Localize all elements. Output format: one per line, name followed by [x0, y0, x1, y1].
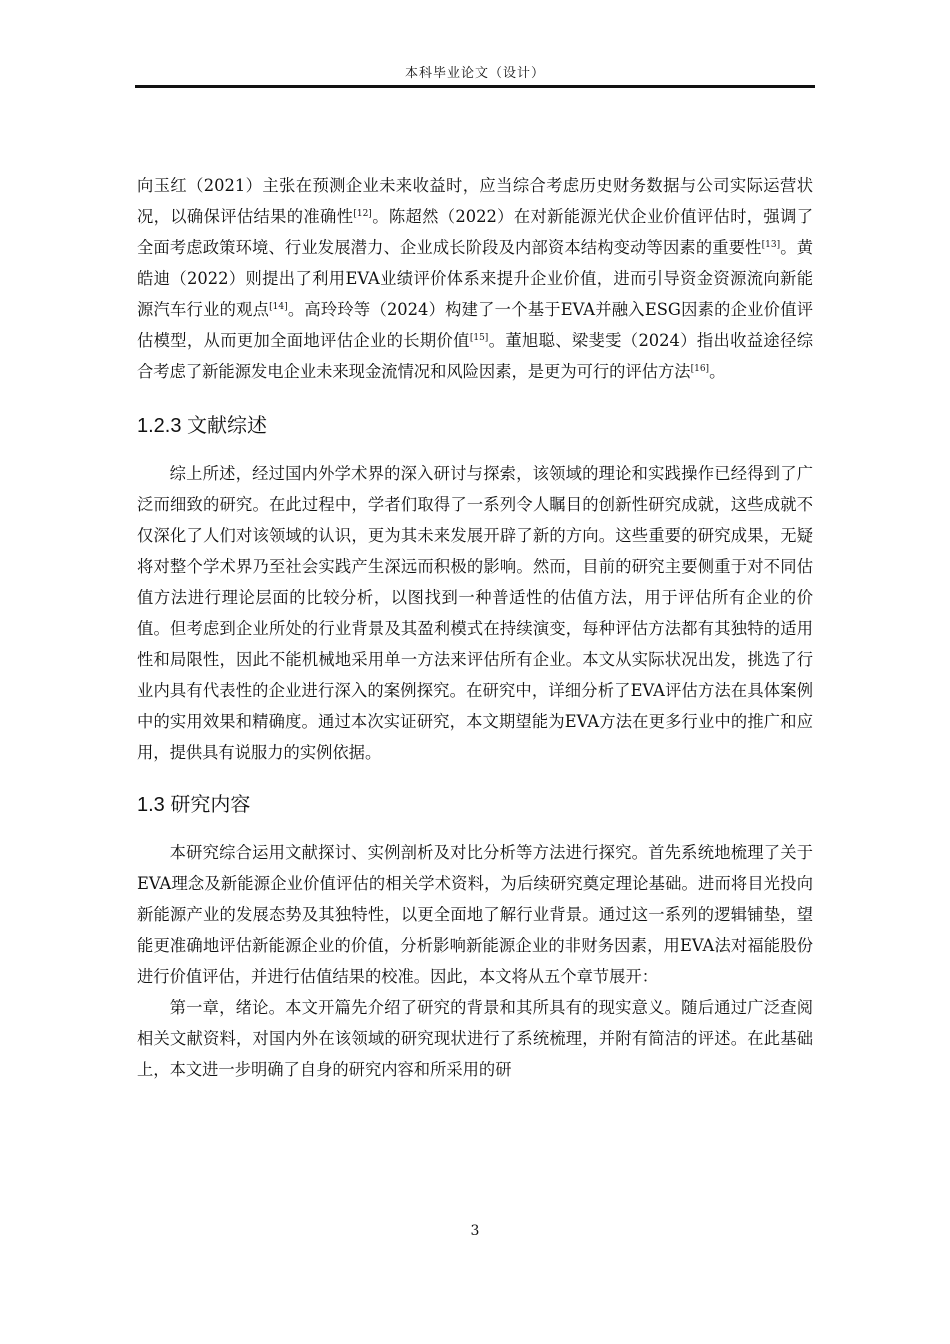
- page-header: 本科毕业论文（设计）: [404, 66, 545, 81]
- document-body: [137, 170, 813, 1085]
- page-number: 3: [470, 1223, 480, 1239]
- sentence: 向玉红（2021）主张在预测企业未来收益时，应当综合考虑历史财务数据与公司实际运营状况，以确保评估结果的准确性: [137, 176, 813, 226]
- citation-ref: [15]: [469, 333, 489, 343]
- paragraph-literature-review-continued: [137, 170, 813, 387]
- sentence: 。黄皓迪（2022）则提出了利用EVA业绩评价体系来提升企业价值，进而引导资金资源流向新能源汽车行业的观点: [137, 238, 813, 319]
- citation-ref: [12]: [353, 209, 372, 219]
- sentence: 。高玲玲等（2024）构建了一个基于EVA并融入ESG因素的企业价值评估模型，从而更加全面地评估企业的长期价值: [137, 300, 813, 350]
- section-heading-literature-summary: 1.2.3 文献综述: [137, 415, 268, 437]
- sentence: 。董旭聪、梁斐雯（2024）指出收益途径综合考虑了新能源发电企业未来现金流情况和风险因素，是更为可行的评估方法: [137, 331, 813, 381]
- sentence: 。: [709, 362, 726, 381]
- paragraph-literature-summary: 综上所述，经过国内外学术界的深入研讨与探索，该领域的理论和实践操作已经得到了广泛而细致的研究。在此过程中，学者们取得了一系列令人瞩目的创新性研究成就，这些成就不仅深化了人们对该领域的认识，更为其未来发展开辟了新的方向。这些重要的研究成果，无疑将对整个学术界乃至社会实践产生深远而积极的影响。然而，目前的研究主要侧重于对不同估值方法进行理论层面的比较分析，以图找到一种普适性的估值方法，用于评估所有企业的价值。但考虑到企业所处的行业背景及其盈利模式在持续演变，每种评估方法都有其独特的适用性和局限性，因此不能机械地采用单一方法来评估所有企业。本文从实际状况出发，挑选了行业内具有代表性的企业进行深入的案例探究。在研究中，详细分析了EVA评估方法在具体案例中的实用效果和精确度。通过本次实证研究，本文期望能为EVA方法在更多行业中的推广和应用，提供具有说服力的实例依据。: [137, 464, 813, 762]
- citation-ref: [14]: [269, 302, 288, 312]
- citation-ref: [13]: [761, 240, 781, 250]
- sentence: 。陈超然（2022）在对新能源光伏企业价值评估时，强调了全面考虑政策环境、行业发展潜力、企业成长阶段及内部资本结构变动等因素的重要性: [137, 207, 813, 257]
- header-rule: [135, 85, 815, 88]
- citation-ref: [16]: [690, 364, 710, 374]
- paragraph-research-content: 本研究综合运用文献探讨、实例剖析及对比分析等方法进行探究。首先系统地梳理了关于EVA理念及新能源企业价值评估的相关学术资料，为后续研究奠定理论基础。进而将目光投向新能源产业的发展态势及其独特性，以更全面地了解行业背景。通过这一系列的逻辑铺垫，望能更准确地评估新能源企业的价值，分析影响新能源企业的非财务因素，用EVA法对福能股份进行价值评估，并进行估值结果的校准。因此，本文将从五个章节展开：: [137, 843, 813, 986]
- paragraph-chapter-one: 第一章，绪论。本文开篇先介绍了研究的背景和其所具有的现实意义。随后通过广泛查阅相关文献资料，对国内外在该领域的研究现状进行了系统梳理，并附有简洁的评述。在此基础上，本文进一步明确了自身的研究内容和所采用的研: [137, 998, 813, 1079]
- section-heading-research-content: 1.3 研究内容: [137, 794, 251, 816]
